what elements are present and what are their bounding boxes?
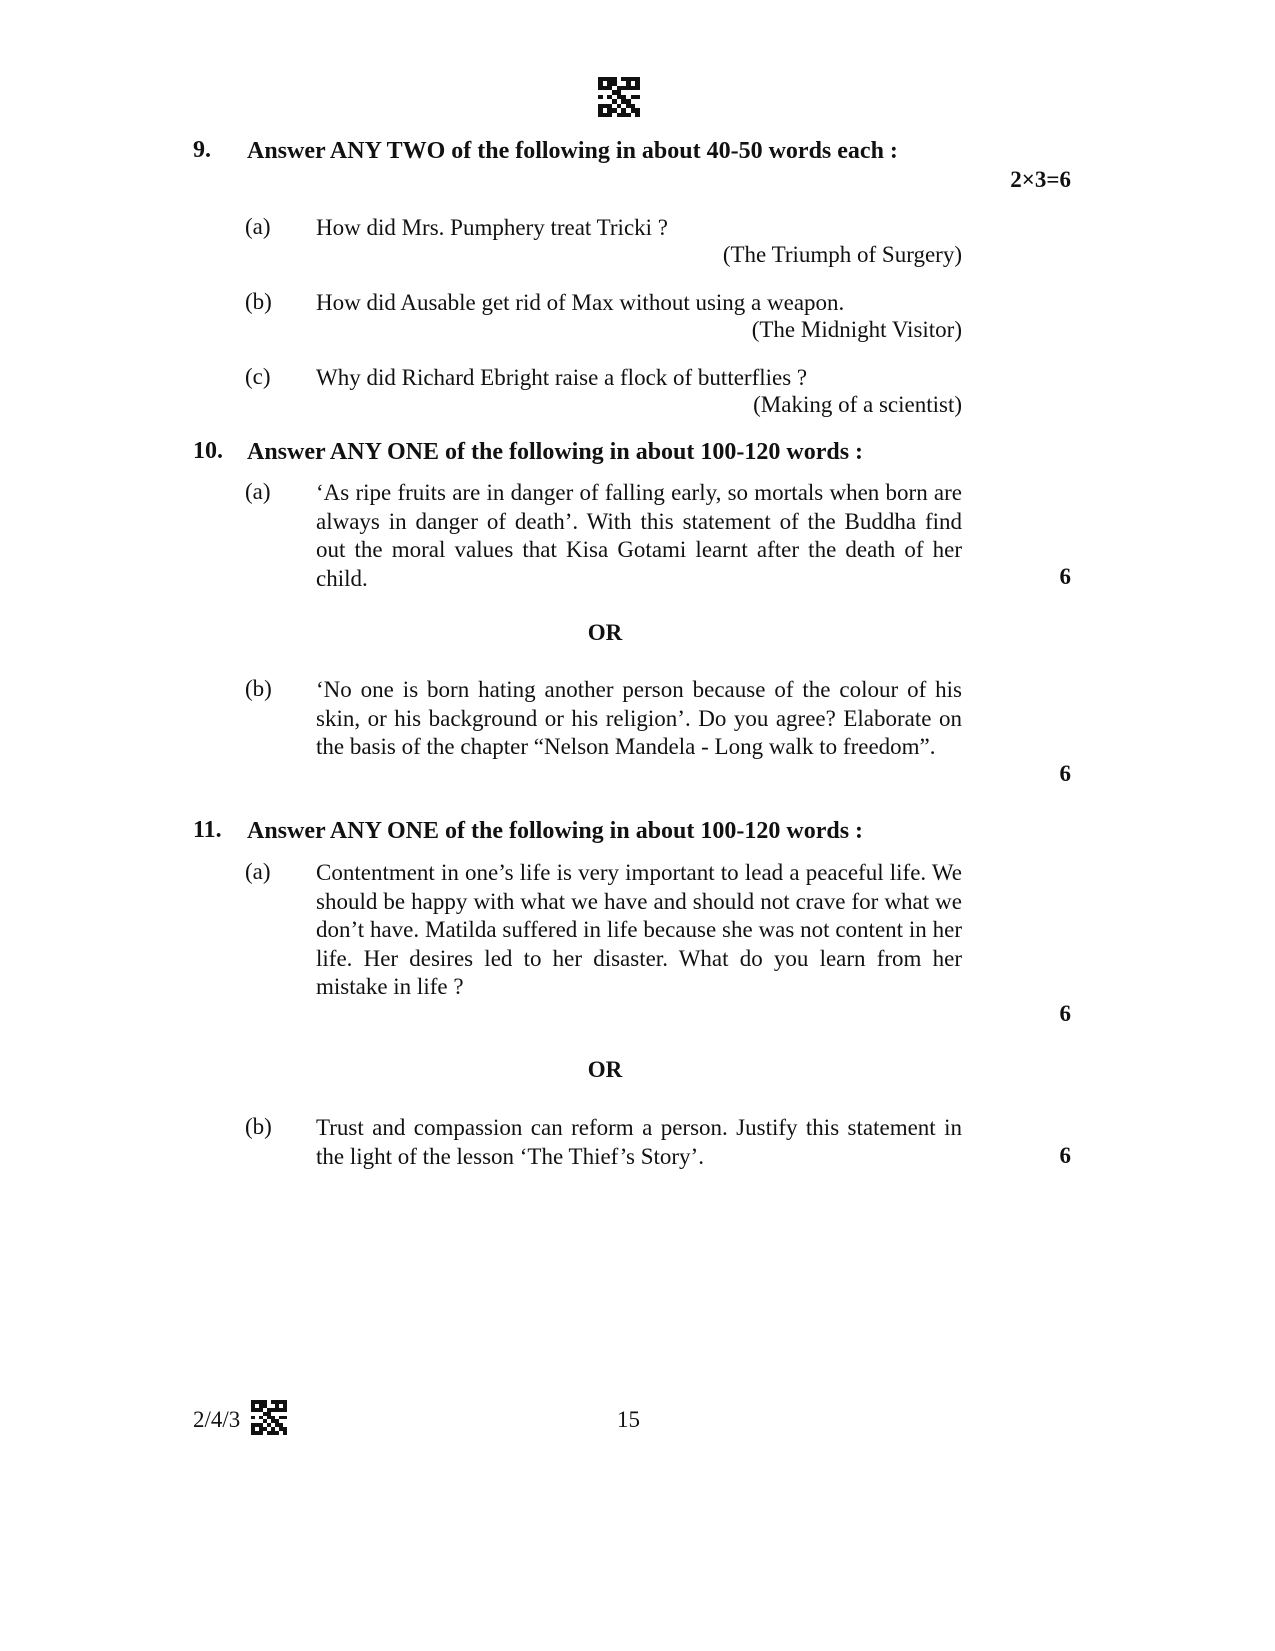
qr-code-icon	[598, 77, 640, 117]
part-label: (b)	[245, 1114, 272, 1139]
part-text: Why did Richard Ebright raise a flock of butterflies ?	[316, 365, 808, 390]
or-separator: OR	[587, 620, 623, 645]
part-label: (b)	[245, 676, 272, 701]
part-text: How did Mrs. Pumphery treat Tricki ?	[316, 215, 669, 240]
part-source: (The Triumph of Surgery)	[722, 242, 962, 267]
question-number: 11.	[193, 817, 222, 843]
or-separator: OR	[587, 1057, 623, 1082]
question-number: 9.	[193, 137, 211, 163]
part-text: How did Ausable get rid of Max without using a weapon.	[316, 290, 845, 315]
part-marks: 6	[1059, 1001, 1071, 1026]
question-heading: Answer ANY TWO of the following in about 40-50 words each :	[247, 138, 898, 164]
question-heading: Answer ANY ONE of the following in about 100-120 words :	[247, 439, 864, 465]
part-text: ‘As ripe fruits are in danger of falling early, so mortals when born are always in danger of death’. With this statement of the Buddha find out the moral values that Kisa Gotami learnt after the death of her child.	[316, 480, 962, 591]
qr-code-icon	[251, 1400, 287, 1435]
page-number: 15	[617, 1407, 640, 1432]
paper-code: 2/4/3	[193, 1407, 241, 1432]
part-label: (a)	[245, 859, 271, 884]
part-source: (Making of a scientist)	[753, 392, 962, 417]
question-number: 10.	[193, 438, 223, 464]
part-marks: 6	[1059, 1143, 1071, 1168]
part-label: (b)	[245, 289, 272, 314]
part-marks: 6	[1059, 564, 1071, 589]
part-text: ‘No one is born hating another person because of the colour of his skin, or his background or his religion’. Do you agree? Elaborate on the basis of the chapter “Nelson Mandela - Long walk to freedom”.	[316, 677, 962, 759]
part-text: Trust and compassion can reform a person. Justify this statement in the light of the lesson ‘The Thief’s Story’.	[316, 1115, 962, 1169]
question-marks: 2×3=6	[1010, 167, 1071, 192]
part-label: (a)	[245, 479, 271, 504]
part-source: (The Midnight Visitor)	[751, 317, 962, 342]
question-heading: Answer ANY ONE of the following in about 100-120 words :	[247, 818, 864, 844]
part-label: (a)	[245, 214, 271, 239]
part-text: Contentment in one’s life is very important to lead a peaceful life. We should be happy with what we have and should not crave for what we don’t have. Matilda suffered in life because she was not content in her life. Her desires led to her disaster. What do you learn from her mistake in life ?	[316, 860, 962, 999]
part-label: (c)	[245, 364, 271, 389]
part-marks: 6	[1059, 761, 1071, 786]
